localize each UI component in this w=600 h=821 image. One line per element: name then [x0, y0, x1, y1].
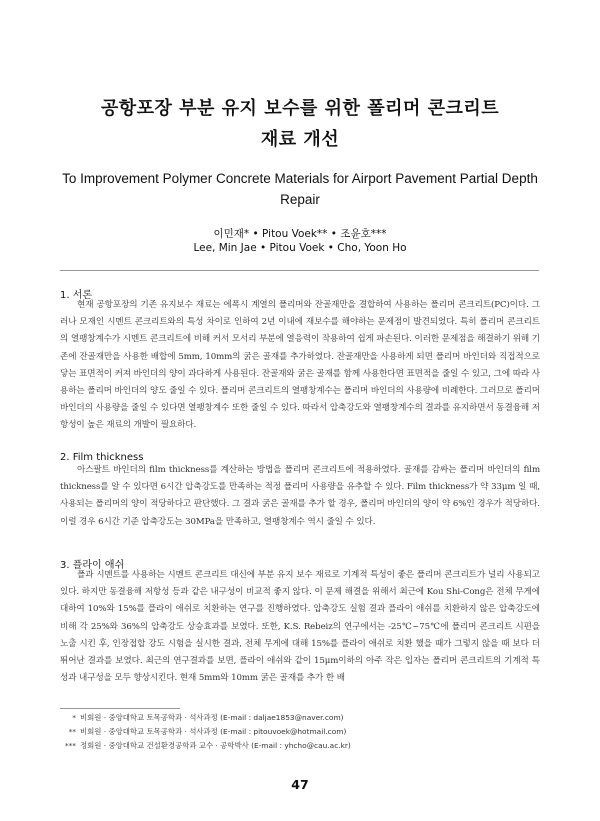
- section-paragraph-2: 아스팔트 바인더의 film thickness를 계산하는 방법을 폴리머 콘크리트에 적용하였다. 골재를 감싸는 폴리머 바인더의 film thickness를 알 수 있다면 6시간 압축강도를 만족하는 적정 폴리머 사용량을 유추할 수 있다. Film thickness가 약 33μm 일 때, 사용되는 폴리머의 양이 적당하다고 판단했다. 그 결과 굵은 골재를 추가 할 경우, 폴리머 바인더의 양이 약 6%인 경우가 적당하다. 이럴 경우 6시간 기준 압축강도는 30MPa을 만족하고, 열팽창계수 역시 줄일 수 있다.: [60, 465, 540, 527]
- title-english-line2: Repair: [280, 192, 320, 207]
- footnote-text: 비회원 · 중앙대학교 토목공학과 · 석사과정 (E-mail : pitouvoek@hotmail.com): [80, 727, 347, 736]
- section-paragraph-1: 현재 공항포장의 기존 유지보수 재료는 에폭시 계열의 폴리머와 잔골재만을 결합하여 사용하는 폴리머 콘크리트(PC)이다. 그러나 모재인 시멘트 콘크리트와의 특성 차이로 인하여 2년 이내에 재보수를 해야하는 문제점이 발견되었다. 특히 폴리머 콘크리트의 열팽창계수가 시멘트 콘크리트에 비해 커서 모서리 부분에 열응력이 작용하여 쉽게 파손된다. 이러한 문제점을 해결하기 위해 기존에 잔골재만을 사용한 배합에 5mm, 10mm의 굵은 골재를 추가하였다. 잔골재만을 사용하게 되면 폴리머 바인더와 직접적으로 닿는 표면적이 커져 바인더의 양이 과다하게 사용된다. 잔골재와 굵은 골재를 함께 사용한다면 표면적을 줄일 수 있고, 그에 따라 사용하는 폴리머 바인더의 양도 줄일 수 있다. 폴리머 콘크리트의 열팽창계수는 폴리머 바인더의 사용량에 비례한다. 그러므로 폴리머 바인더의 사용량을 줄일 수 있다면 열팽창계수 또한 줄일 수 있다. 따라서 압축강도와 열팽창계수의 결과를 유지하면서 동결융해 저항성이 높은 재료의 개발이 필요하다.: [60, 300, 540, 431]
- footnote-1: [62, 712, 344, 723]
- footnote-text: 정회원 · 중앙대학교 건설환경공학과 교수 · 공학박사 (E-mail : yhcho@cau.ac.kr): [80, 741, 351, 750]
- authors-korean: 이민재* • Pitou Voek** • 조윤호***: [213, 228, 387, 240]
- title-korean-line2: 재료 개선: [260, 129, 340, 150]
- section-heading-3: 3. 플라이 애쉬: [60, 560, 125, 571]
- footnote-marker: *: [72, 713, 76, 722]
- section-paragraph-3: 폴과 시멘트를 사용하는 시멘트 콘크리트 대신에 부분 유지 보수 재료로 기계적 특성이 좋은 폴리머 콘크리트가 널리 사용되고 있다. 하지만 동결융해 저항성 등과 같은 내구성이 비교적 좋지 않다. 이 문제 해결을 위해서 최근에 Kou Shi-Cong은 전체 무게에 대하여 10%와 15%를 플라이 애쉬로 치환하는 연구를 진행하였다. 압축강도 실험 결과 플라이 애쉬를 치환하지 않은 압축강도에 비해 각 25%와 36%의 압축강도 상승효과를 보였다. 또한, K.S. Rebeiz의 연구에서는 -25℃~75℃에 폴리머 콘크리트 시편을 노출 시킨 후, 인장접합 강도 시험을 실시한 결과, 전체 무게에 대해 15%를 플라이 애쉬로 치환 했을 때가 그렇지 않을 때 보다 더 뛰어난 결과를 보였다. 최근의 연구결과를 보면, 플라이 애쉬와 같이 15μm이하의 아주 작은 입자는 폴리머 콘크리트의 기계적 특성과 내구성을 모두 향상시킨다. 현재 5mm와 10mm 굵은 골재를 추가 한 배: [60, 570, 540, 684]
- footnote-marker: ***: [64, 741, 76, 750]
- footnote-divider: [60, 708, 180, 709]
- section-heading-2: 2. Film thickness: [60, 452, 144, 463]
- title-english: [40, 168, 560, 210]
- title-korean-line1: 공항포장 부분 유지 보수를 위한 폴리머 콘크리트: [100, 98, 500, 119]
- footnote-2: [62, 726, 346, 737]
- footnote-3: [62, 740, 351, 751]
- footnote-marker: **: [68, 727, 76, 736]
- title-english-line1: To Improvement Polymer Concrete Materials for Airport Pavement Partial Depth: [62, 171, 538, 186]
- page-number: 47: [291, 777, 309, 792]
- section-heading-1: 1. 서론: [60, 290, 93, 301]
- authors-english: Lee, Min Jae • Pitou Voek • Cho, Yoon Ho: [193, 242, 407, 254]
- footnote-text: 비회원 · 중앙대학교 토목공학과 · 석사과정 (E-mail : daljae1853@naver.com): [80, 713, 344, 722]
- header-divider: [60, 270, 539, 271]
